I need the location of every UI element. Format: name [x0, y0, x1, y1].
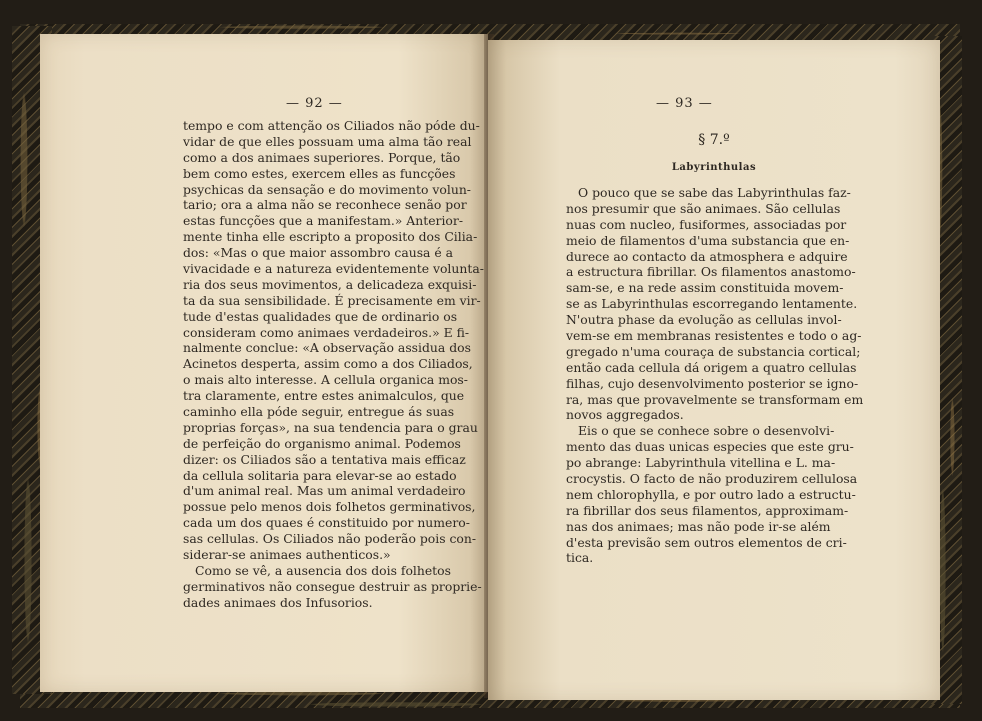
text-line: ta da sua sensibilidade. É precisamente em vir-: [183, 292, 481, 308]
text-line: então cada cellula dá origem a quatro cellulas: [566, 359, 857, 375]
text-line: nuas com nucleo, fusiformes, associadas por: [566, 216, 847, 232]
text-line: dos: «Mas o que maior assombro causa é a: [183, 245, 454, 261]
text-line: novos aggregados.: [566, 407, 684, 423]
right-page-text: [566, 185, 864, 566]
text-line: estas funcções que a manifestam.» Anterior-: [183, 213, 464, 229]
text-line: Como se vê, a ausencia dos dois folhetos: [195, 562, 451, 578]
text-line: vidar de que elles possuam uma alma tão real: [183, 133, 472, 149]
text-line: proprias forças», na sua tendencia para o grau: [183, 419, 478, 435]
right-page: [488, 40, 940, 700]
text-line: possue pelo menos dois folhetos germinativos,: [183, 499, 476, 515]
text-line: mente tinha elle escripto a proposito dos Cilia-: [183, 229, 478, 245]
page-number-right: — 93 —: [656, 96, 713, 111]
text-line: ria dos seus movimentos, a delicadeza exquisi-: [183, 276, 477, 292]
text-line: se as Labyrinthulas escorregando lentamente.: [566, 296, 858, 312]
text-line: siderar-se animaes authenticos.»: [183, 547, 391, 563]
text-line: sam-se, e na rede assim constituida movem-: [566, 280, 844, 296]
text-line: sas cellulas. Os Ciliados não poderão pois con-: [183, 531, 477, 547]
text-line: tude d'estas qualidades que de ordinario os: [183, 308, 458, 324]
text-line: gregado n'uma couraça de substancia cortical;: [566, 343, 861, 359]
text-line: o mais alto interesse. A cellula organica mos-: [183, 372, 468, 388]
text-line: da cellula solitaria para elevar-se ao estado: [183, 467, 457, 483]
text-line: como a dos animaes superiores. Porque, tão: [183, 149, 461, 165]
text-line: tario; ora a alma não se reconhece senão por: [183, 197, 467, 213]
text-line: mento das duas unicas especies que este gru-: [566, 439, 854, 455]
text-line: crocystis. O facto de não produzirem cellulosa: [566, 471, 858, 487]
text-line: psychicas da sensação e do movimento volun-: [183, 181, 471, 197]
text-line: N'outra phase da evolução as cellulas invol-: [566, 312, 842, 328]
text-line: vem-se em membranas resistentes e todo o ag-: [566, 328, 862, 344]
text-line: d'esta previsão sem outros elementos de cri-: [566, 534, 847, 550]
text-line: nalmente conclue: «A observação assidua dos: [183, 340, 471, 356]
text-line: Eis o que se conhece sobre o desenvolvi-: [578, 423, 835, 439]
text-line: caminho ella póde seguir, entregue ás suas: [183, 404, 455, 420]
text-line: dades animaes dos Infusorios.: [183, 594, 373, 610]
text-line: d'um animal real. Mas um animal verdadeiro: [183, 483, 466, 499]
section-heading: § 7.º: [698, 132, 730, 148]
text-line: tra claramente, entre estes animalculos, que: [183, 388, 465, 404]
left-page-text: [183, 118, 484, 611]
text-line: a estructura fibrillar. Os filamentos anastomo-: [566, 264, 856, 280]
text-line: germinativos não consegue destruir as proprie-: [183, 578, 482, 594]
text-line: O pouco que se sabe das Labyrinthulas faz-: [578, 185, 851, 200]
page-number-left: — 92 —: [286, 96, 343, 111]
text-line: tica.: [566, 550, 594, 566]
text-line: de perfeição do organismo animal. Podemos: [183, 435, 461, 451]
text-line: nem chlorophylla, e por outro lado a estructu-: [566, 486, 856, 502]
text-line: meio de filamentos d'uma substancia que en-: [566, 232, 850, 248]
text-line: filhas, cujo desenvolvimento posterior se igno-: [566, 375, 859, 391]
text-line: nos presumir que são animaes. São cellulas: [566, 200, 841, 216]
text-line: consideram como animaes verdadeiros.» E fi-: [183, 324, 470, 340]
text-line: durece ao contacto da atmosphera e adquire: [566, 248, 848, 264]
text-line: tempo e com attenção os Ciliados não póde du-: [183, 118, 480, 133]
text-line: ra, mas que provavelmente se transformam em: [566, 391, 864, 407]
text-line: dizer: os Ciliados são a tentativa mais efficaz: [183, 451, 466, 467]
text-line: Acinetos desperta, assim como a dos Ciliados,: [183, 356, 473, 372]
text-line: vivacidade e a natureza evidentemente volunta-: [183, 261, 484, 277]
text-line: po abrange: Labyrinthula vitellina e L. ma-: [566, 455, 836, 471]
section-subtitle: Labyrinthulas: [671, 162, 757, 173]
text-line: ra fibrillar dos seus filamentos, approximam-: [566, 502, 849, 518]
text-line: nas dos animaes; mas não pode ir-se além: [566, 518, 831, 534]
left-page: [40, 34, 488, 692]
text-line: cada um dos quaes é constituido por numero-: [183, 515, 470, 531]
text-line: bem como estes, exercem elles as funcções: [183, 165, 456, 181]
